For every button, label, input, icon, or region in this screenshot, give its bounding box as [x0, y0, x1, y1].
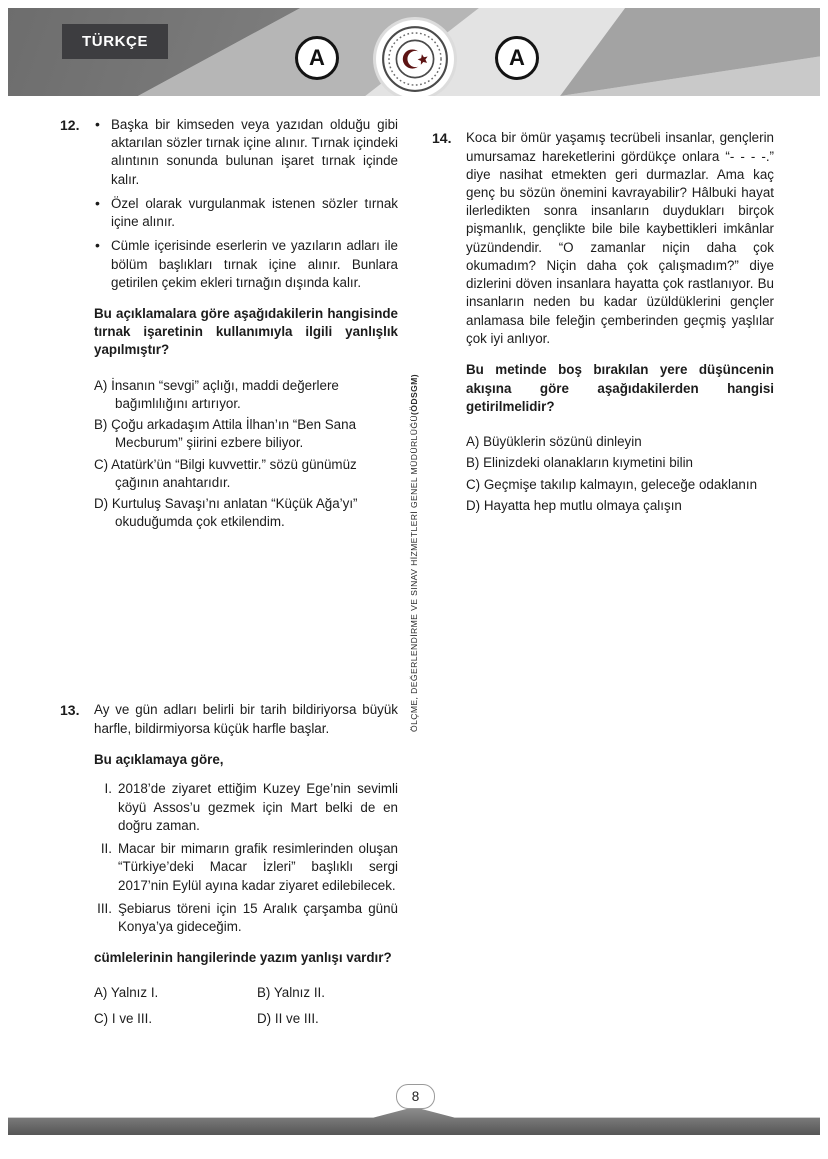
option-label: B) — [94, 417, 108, 433]
answer-option-d — [257, 1010, 398, 1028]
answer-option-c — [94, 1010, 257, 1028]
bullet-icon: • — [95, 116, 100, 132]
numbered-sentence-1 — [94, 780, 398, 835]
answer-option-a — [94, 377, 398, 413]
rule-text: Başka bir kimseden veya yazıdan olduğu gibi aktarılan sözler tırnak içine alınır. Tırnak içindeki alıntının sonunda bulunan işaret tırnak içinde kalır. — [111, 117, 398, 187]
option-text: Yalnız II. — [273, 985, 325, 1001]
rule-text: Cümle içerisinde eserlerin ve yazıların adları ile bölüm başlıkları tırnak içine alınır. Bunlara getirilen çekim ekleri tırnağın dışında kalır. — [111, 238, 398, 290]
question-intro: Koca bir ömür yaşamış tecrübeli insanlar, gençlerin umursamaz hareketlerini gördükçe onlara “- - - -.” diye nasihat etmekten geri durmazlar. Ama kaç genç bu sözün önemini kavrayabilir? Hâlbuki hayat ilerledikten sonra insanların duydukları birçok pişmanlık, gençlikte bile bile kaybettikleri imkânlar yüzündendir. “O zamanlar niçin daha çok okumadım? Niçin daha çok çalışmadım?” diye dizlerini döven insanlara hayatta çok rastlanıyor. Bu insanların neden bu kadar üzüldüklerini gençler anlamasa bile feleğin çemberinden geçmiş yaşlılar çok iyi anlıyor. — [466, 130, 774, 346]
meb-logo-icon — [381, 25, 449, 93]
course-label: TÜRKÇE — [62, 24, 168, 59]
right-column — [432, 116, 774, 518]
question-stem: Bu açıklamalara göre aşağıdakilerin hangisinde tırnak işaretinin kullanımıyla ilgili yanlışlık yapılmıştır? — [94, 305, 398, 358]
numbered-sentence-3 — [94, 900, 398, 936]
option-text: İnsanın “sevgi” açlığı, maddi değerlere bağımlılığını artırıyor. — [111, 377, 339, 411]
option-text: Büyüklerin sözünü dinleyin — [483, 434, 642, 450]
numbered-sentence-2 — [94, 840, 398, 895]
page-number-badge — [396, 1084, 435, 1109]
sentence-text: Şebiarus töreni için 15 Aralık çarşamba günü Konya’ya gideceğim. — [118, 900, 398, 934]
answer-options — [94, 377, 398, 532]
vertical-department-label — [403, 373, 425, 733]
answer-option-c — [466, 476, 774, 494]
answer-option-b — [94, 416, 398, 452]
rule-bullet-item — [94, 195, 398, 231]
option-label: D) — [466, 497, 481, 513]
bullet-icon: • — [95, 237, 100, 254]
option-label: D) — [257, 1010, 272, 1026]
option-text: Elinizdeki olanakların kıymetini bilin — [483, 455, 694, 471]
question-lead: Bu açıklamaya göre, — [94, 752, 224, 768]
question-12 — [60, 116, 398, 531]
option-text: I ve III. — [111, 1010, 153, 1026]
booklet-letter: A — [309, 45, 325, 70]
footer-band — [8, 1107, 820, 1135]
answer-option-b — [257, 984, 398, 1002]
option-text: Yalnız I. — [110, 985, 159, 1001]
roman-numeral: II. — [100, 841, 112, 857]
option-label: A) — [94, 377, 108, 393]
bullet-icon: • — [95, 194, 100, 211]
rule-bullet-item — [94, 237, 398, 292]
answer-options — [94, 984, 398, 1027]
answer-option-d — [94, 495, 398, 531]
question-stem: cümlelerinin hangilerinde yazım yanlışı vardır? — [94, 950, 392, 966]
department-abbreviation: (ÖDSGM) — [409, 373, 419, 415]
question-intro: Ay ve gün adları belirli bir tarih bildiriyorsa büyük harfle, bildirmiyorsa küçük harfle başlar. — [94, 702, 398, 736]
booklet-circle-right — [495, 36, 539, 80]
roman-numeral: III. — [97, 900, 112, 916]
left-column — [60, 116, 398, 1028]
sentence-text: Macar bir mimarın grafik resimlerinden oluşan “Türkiye’deki Macar İzleri” başlıklı sergi 2017’nin Eylül ayına kadar ziyaret edilebilecek. — [118, 841, 398, 893]
option-label: B) — [466, 455, 480, 471]
meb-logo-badge — [376, 20, 454, 96]
answer-option-d — [466, 497, 774, 515]
option-label: A) — [466, 434, 480, 450]
option-text: Geçmişe takılıp kalmayın, geleceğe odaklanın — [483, 476, 758, 492]
question-number: 14. — [432, 130, 452, 147]
header-banner — [8, 8, 820, 96]
answer-option-a — [94, 984, 257, 1002]
question-stem: Bu metinde boş bırakılan yere düşüncenin akışına göre aşağıdakilerden hangisi getirilmelidir? — [466, 362, 774, 414]
option-text: Atatürk’ün “Bilgi kuvvettir.” sözü günümüz çağının anahtarıdır. — [111, 456, 357, 490]
option-label: D) — [94, 495, 109, 511]
option-text: Kurtuluş Savaşı’nı anlatan “Küçük Ağa’yı” okuduğumda çok etkilendim. — [111, 495, 358, 530]
department-text: ÖLÇME, DEĞERLENDİRME VE SINAV HİZMETLERİ GENEL MÜDÜRLÜĞÜ — [409, 414, 419, 733]
option-label: C) — [466, 476, 481, 492]
option-label: A) — [94, 985, 108, 1001]
rule-text: Özel olarak vurgulanmak istenen sözler tırnak içine alınır. — [111, 195, 398, 230]
question-number: 12. — [60, 117, 80, 133]
option-label: B) — [257, 985, 271, 1001]
question-14 — [432, 129, 774, 515]
booklet-letter: A — [509, 45, 525, 70]
option-text: Hayatta hep mutlu olmaya çalışın — [483, 497, 682, 513]
roman-numeral: I. — [104, 781, 112, 797]
page-number: 8 — [411, 1089, 420, 1104]
question-number: 13. — [60, 702, 80, 719]
answer-option-b — [466, 454, 774, 472]
answer-option-a — [466, 433, 774, 451]
option-label: C) — [94, 1010, 109, 1026]
option-text: II ve III. — [274, 1010, 319, 1026]
answer-option-c — [94, 456, 398, 492]
option-text: Çoğu arkadaşım Attila İlhan’ın “Ben Sana Mecburum” şiirini ezbere biliyor. — [111, 417, 357, 451]
rule-bullet-item — [94, 116, 398, 189]
sentence-text: 2018’de ziyaret ettiğim Kuzey Ege’nin sevimli köyü Assos’u gezmek için Mart belki de en doğru zaman. — [118, 781, 398, 833]
option-label: C) — [94, 456, 109, 472]
booklet-circle-left — [295, 36, 339, 80]
answer-options — [466, 433, 774, 515]
question-13 — [60, 701, 398, 1027]
